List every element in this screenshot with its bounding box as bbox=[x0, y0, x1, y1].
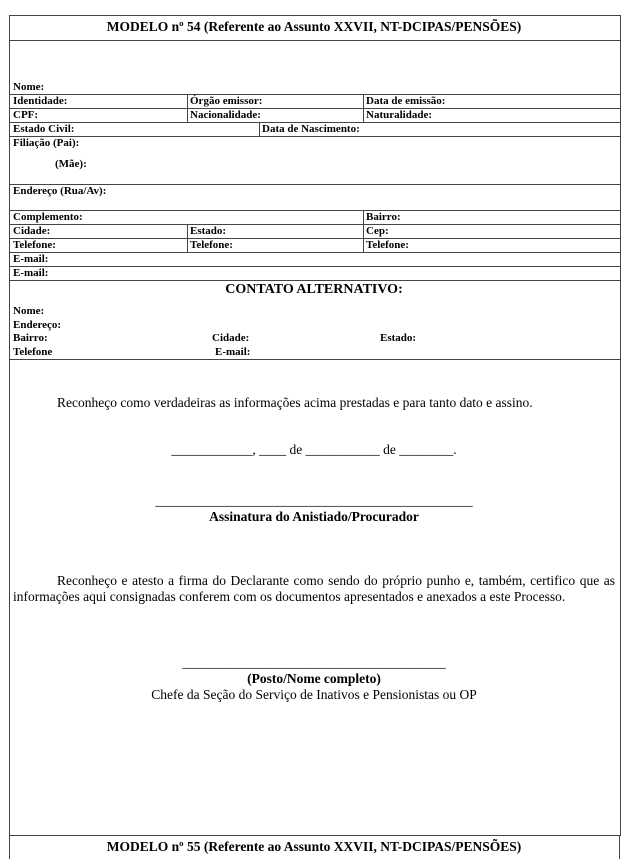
label-cpf: CPF: bbox=[13, 109, 39, 121]
label-email-1: E-mail: bbox=[13, 253, 49, 265]
alt-label-email: E-mail: bbox=[215, 346, 251, 358]
alt-label-estado: Estado: bbox=[380, 332, 417, 344]
date-line: ____________, ____ de ___________ de ________. bbox=[171, 442, 457, 457]
row-divider bbox=[9, 266, 620, 267]
alt-label-telefone: Telefone bbox=[13, 346, 53, 358]
row-divider bbox=[9, 210, 620, 211]
label-mae: (Mãe): bbox=[55, 158, 87, 170]
alt-label-bairro: Bairro: bbox=[13, 332, 48, 344]
certification-text-content: Reconheço e atesto a firma do Declarante como sendo do próprio punho e, também, certifico que as informações aqui consignadas conferem com os documentos apresentados e anexados a este Processo. bbox=[13, 573, 615, 604]
footer-border-right bbox=[619, 835, 620, 859]
section-divider bbox=[9, 359, 620, 360]
page-title: MODELO nº 54 (Referente ao Assunto XXVII, NT-DCIPAS/PENSÕES) bbox=[106, 19, 522, 34]
row-divider bbox=[9, 252, 620, 253]
row-divider bbox=[9, 224, 620, 225]
label-naturalidade: Naturalidade: bbox=[366, 109, 432, 121]
row-divider bbox=[9, 94, 620, 95]
label-bairro: Bairro: bbox=[366, 211, 401, 223]
label-data-nascimento: Data de Nascimento: bbox=[262, 123, 360, 135]
col-divider bbox=[363, 94, 364, 122]
label-identidade: Identidade: bbox=[13, 95, 68, 107]
certification-text bbox=[13, 573, 615, 605]
label-estado-civil: Estado Civil: bbox=[13, 123, 75, 135]
label-cep: Cep: bbox=[366, 225, 389, 237]
row-divider bbox=[9, 238, 620, 239]
footer-divider-top bbox=[9, 835, 620, 836]
col-divider bbox=[187, 94, 188, 122]
header-divider bbox=[9, 40, 620, 41]
label-orgao-emissor: Órgão emissor: bbox=[190, 95, 263, 107]
alt-label-nome: Nome: bbox=[13, 305, 45, 317]
label-complemento: Complemento: bbox=[13, 211, 83, 223]
col-divider bbox=[187, 224, 188, 252]
label-estado: Estado: bbox=[190, 225, 227, 237]
form-frame bbox=[9, 15, 621, 836]
label-endereco: Endereço (Rua/Av): bbox=[13, 185, 107, 197]
label-filiacao-pai: Filiação (Pai): bbox=[13, 137, 80, 149]
label-cidade: Cidade: bbox=[13, 225, 51, 237]
footer-title: MODELO nº 55 (Referente ao Assunto XXVII, NT-DCIPAS/PENSÕES) bbox=[106, 839, 522, 854]
alt-label-endereco: Endereço: bbox=[13, 319, 62, 331]
label-email-2: E-mail: bbox=[13, 267, 49, 279]
label-telefone-2: Telefone: bbox=[190, 239, 233, 251]
declaration-text: Reconheço como verdadeiras as informações acima prestadas e para tanto dato e assino. bbox=[57, 395, 533, 410]
official-signature-line: _______________________________________ bbox=[182, 655, 446, 670]
official-name-label: (Posto/Nome completo) bbox=[247, 671, 381, 686]
row-divider bbox=[9, 280, 620, 281]
alt-label-cidade: Cidade: bbox=[212, 332, 250, 344]
label-telefone-1: Telefone: bbox=[13, 239, 56, 251]
row-divider bbox=[9, 108, 620, 109]
alt-contact-title: CONTATO ALTERNATIVO: bbox=[225, 282, 403, 297]
official-role: Chefe da Seção do Serviço de Inativos e Pensionistas ou OP bbox=[151, 687, 477, 702]
label-telefone-3: Telefone: bbox=[366, 239, 409, 251]
label-data-emissao: Data de emissão: bbox=[366, 95, 446, 107]
row-divider bbox=[9, 136, 620, 137]
signature-label: Assinatura do Anistiado/Procurador bbox=[209, 509, 419, 524]
signature-line: _______________________________________________ bbox=[155, 493, 473, 508]
col-divider bbox=[259, 122, 260, 136]
label-nome: Nome: bbox=[13, 81, 45, 93]
col-divider bbox=[363, 210, 364, 252]
label-nacionalidade: Nacionalidade: bbox=[190, 109, 261, 121]
